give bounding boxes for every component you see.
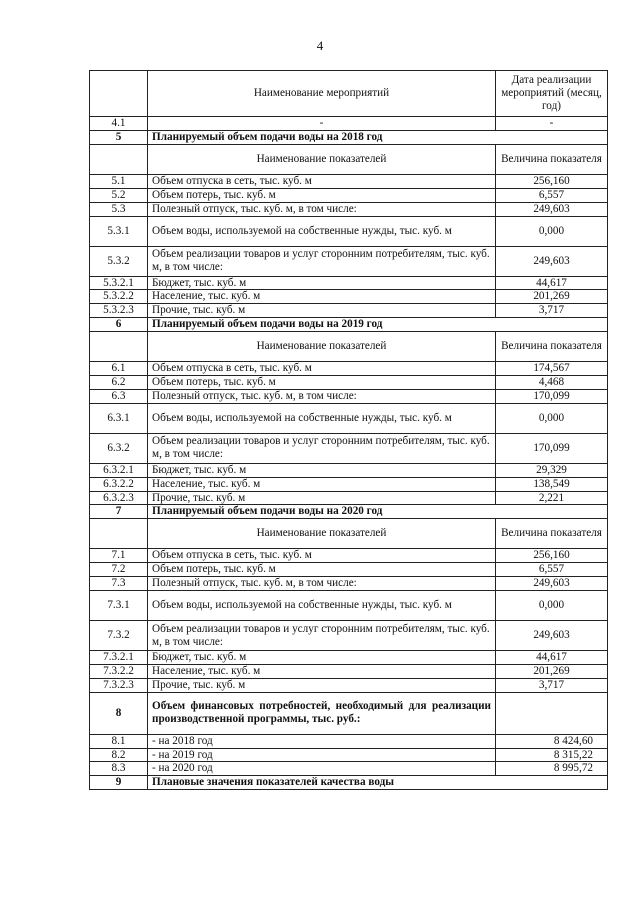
row-number: 7.2 xyxy=(90,563,148,577)
table-row xyxy=(90,491,608,505)
table-row xyxy=(90,188,608,202)
row-value: 256,160 xyxy=(496,174,608,188)
subheader-name: Наименование показателей xyxy=(148,519,496,549)
row-name: Объем реализации товаров и услуг сторонним потребителям, тыс. куб. м, в том числе: xyxy=(148,621,496,651)
row-value: 174,567 xyxy=(496,362,608,376)
row-number: 7.3.1 xyxy=(90,591,148,621)
row-number: 6.2 xyxy=(90,376,148,390)
subheader-row xyxy=(90,519,608,549)
row-number: 7.1 xyxy=(90,549,148,563)
row-name: Объем потерь, тыс. куб. м xyxy=(148,563,496,577)
table-row xyxy=(90,734,608,748)
table-row xyxy=(90,216,608,246)
row-name: Полезный отпуск, тыс. куб. м, в том числе: xyxy=(148,577,496,591)
row-value: 201,269 xyxy=(496,664,608,678)
table-row xyxy=(90,202,608,216)
row-value: 170,099 xyxy=(496,389,608,403)
section-5 xyxy=(90,130,608,317)
table-row xyxy=(90,762,608,776)
row-number: 8.1 xyxy=(90,734,148,748)
row-value: 4,468 xyxy=(496,376,608,390)
row-value: 0,000 xyxy=(496,403,608,433)
section-title: Планируемый объем подачи воды на 2020 год xyxy=(148,505,608,519)
section-title-row xyxy=(90,776,608,790)
row-name: Население, тыс. куб. м xyxy=(148,477,496,491)
section-7 xyxy=(90,505,608,692)
row-name: Полезный отпуск, тыс. куб. м, в том числе: xyxy=(148,389,496,403)
subheader-value: Величина показателя xyxy=(496,332,608,362)
table-row xyxy=(90,651,608,665)
row-name: Объем потерь, тыс. куб. м xyxy=(148,376,496,390)
row-value: 249,603 xyxy=(496,246,608,276)
row-name: Прочие, тыс. куб. м xyxy=(148,304,496,318)
row-value: 44,617 xyxy=(496,651,608,665)
row-number: 7.3.2.3 xyxy=(90,678,148,692)
table-row xyxy=(90,563,608,577)
table-row xyxy=(90,433,608,463)
section-number: 6 xyxy=(90,318,148,332)
table-row xyxy=(90,290,608,304)
section-title: Объем финансовых потребностей, необходимый для реализации производственной программы, тыс. руб.: xyxy=(148,692,496,734)
row-number: 7.3 xyxy=(90,577,148,591)
row-value: 6,557 xyxy=(496,188,608,202)
header-date-cell: Дата реализации мероприятий (месяц, год) xyxy=(496,71,608,117)
subheader-row xyxy=(90,332,608,362)
subheader-num-cell xyxy=(90,519,148,549)
section-title: Планируемый объем подачи воды на 2018 год xyxy=(148,130,608,144)
row-number: 8.2 xyxy=(90,748,148,762)
row-name: Объем воды, используемой на собственные нужды, тыс. куб. м xyxy=(148,403,496,433)
row-number: 5.1 xyxy=(90,174,148,188)
row-number: 6.3.2.3 xyxy=(90,491,148,505)
row-value: 138,549 xyxy=(496,477,608,491)
header-num-cell xyxy=(90,71,148,117)
row-name: - на 2020 год xyxy=(148,762,496,776)
table-row xyxy=(90,477,608,491)
row-name: Объем отпуска в сеть, тыс. куб. м xyxy=(148,174,496,188)
row-name: Полезный отпуск, тыс. куб. м, в том числе: xyxy=(148,202,496,216)
section-title-row xyxy=(90,318,608,332)
section-number: 9 xyxy=(90,776,148,790)
section-8 xyxy=(90,692,608,776)
row-number: 5.3.2.3 xyxy=(90,304,148,318)
table-row xyxy=(90,678,608,692)
subheader-value: Величина показателя xyxy=(496,144,608,174)
subheader-row xyxy=(90,144,608,174)
section-6 xyxy=(90,318,608,505)
row-number: 6.3.2 xyxy=(90,433,148,463)
section-title: Плановые значения показателей качества воды xyxy=(148,776,608,790)
subheader-value: Величина показателя xyxy=(496,519,608,549)
table-header-row xyxy=(90,71,608,117)
row-name: - на 2018 год xyxy=(148,734,496,748)
row-value: 8 424,60 xyxy=(496,734,608,748)
row-value: 3,717 xyxy=(496,304,608,318)
section-9 xyxy=(90,776,608,790)
subheader-num-cell xyxy=(90,332,148,362)
row-value: 256,160 xyxy=(496,549,608,563)
row-name: - xyxy=(148,117,496,131)
row-name: Объем воды, используемой на собственные нужды, тыс. куб. м xyxy=(148,591,496,621)
table-row xyxy=(90,117,608,131)
row-number: 5.3 xyxy=(90,202,148,216)
section-title-row xyxy=(90,692,608,734)
section-number: 8 xyxy=(90,692,148,734)
table-row xyxy=(90,664,608,678)
row-name: Прочие, тыс. куб. м xyxy=(148,491,496,505)
section-empty-cell xyxy=(496,692,608,734)
table-row xyxy=(90,621,608,651)
row-name: - на 2019 год xyxy=(148,748,496,762)
table-row xyxy=(90,549,608,563)
row-name: Объем реализации товаров и услуг сторонним потребителям, тыс. куб. м, в том числе: xyxy=(148,246,496,276)
row-name: Объем потерь, тыс. куб. м xyxy=(148,188,496,202)
row-name: Бюджет, тыс. куб. м xyxy=(148,463,496,477)
table-row xyxy=(90,748,608,762)
row-name: Население, тыс. куб. м xyxy=(148,290,496,304)
row-value: 44,617 xyxy=(496,276,608,290)
row-name: Прочие, тыс. куб. м xyxy=(148,678,496,692)
row-value: 0,000 xyxy=(496,216,608,246)
row-value: 8 315,22 xyxy=(496,748,608,762)
row-number: 4.1 xyxy=(90,117,148,131)
row-date: - xyxy=(496,117,608,131)
row-number: 5.3.1 xyxy=(90,216,148,246)
row-number: 8.3 xyxy=(90,762,148,776)
row-number: 6.3.2.1 xyxy=(90,463,148,477)
row-value: 2,221 xyxy=(496,491,608,505)
table-row xyxy=(90,362,608,376)
row-value: 0,000 xyxy=(496,591,608,621)
row-value: 201,269 xyxy=(496,290,608,304)
section-number: 5 xyxy=(90,130,148,144)
table-row xyxy=(90,389,608,403)
header-name-cell: Наименование мероприятий xyxy=(148,71,496,117)
row-number: 6.3.1 xyxy=(90,403,148,433)
row-name: Объем отпуска в сеть, тыс. куб. м xyxy=(148,362,496,376)
row-value: 249,603 xyxy=(496,621,608,651)
table-row xyxy=(90,463,608,477)
row-number: 5.2 xyxy=(90,188,148,202)
row-name: Население, тыс. куб. м xyxy=(148,664,496,678)
section-title-row xyxy=(90,130,608,144)
row-name: Бюджет, тыс. куб. м xyxy=(148,651,496,665)
row-number: 6.3 xyxy=(90,389,148,403)
section-number: 7 xyxy=(90,505,148,519)
row-number: 7.3.2.2 xyxy=(90,664,148,678)
table-row xyxy=(90,577,608,591)
table-row xyxy=(90,246,608,276)
table-row xyxy=(90,304,608,318)
row-value: 170,099 xyxy=(496,433,608,463)
row-value: 3,717 xyxy=(496,678,608,692)
section-title-row xyxy=(90,505,608,519)
table-row xyxy=(90,376,608,390)
row-number: 6.1 xyxy=(90,362,148,376)
row-name: Объем воды, используемой на собственные нужды, тыс. куб. м xyxy=(148,216,496,246)
section-title: Планируемый объем подачи воды на 2019 год xyxy=(148,318,608,332)
row-name: Объем отпуска в сеть, тыс. куб. м xyxy=(148,549,496,563)
row-number: 7.3.2 xyxy=(90,621,148,651)
table-row xyxy=(90,591,608,621)
subheader-name: Наименование показателей xyxy=(148,144,496,174)
page-number: 4 xyxy=(316,38,324,53)
row-number: 7.3.2.1 xyxy=(90,651,148,665)
row-number: 5.3.2.2 xyxy=(90,290,148,304)
row-name: Объем реализации товаров и услуг сторонним потребителям, тыс. куб. м, в том числе: xyxy=(148,433,496,463)
table-row xyxy=(90,276,608,290)
row-number: 6.3.2.2 xyxy=(90,477,148,491)
subheader-name: Наименование показателей xyxy=(148,332,496,362)
row-number: 5.3.2 xyxy=(90,246,148,276)
table-row xyxy=(90,174,608,188)
production-program-table xyxy=(89,70,608,790)
row-name: Бюджет, тыс. куб. м xyxy=(148,276,496,290)
row-value: 29,329 xyxy=(496,463,608,477)
row-value: 6,557 xyxy=(496,563,608,577)
row-value: 249,603 xyxy=(496,202,608,216)
row-number: 5.3.2.1 xyxy=(90,276,148,290)
subheader-num-cell xyxy=(90,144,148,174)
row-value: 8 995,72 xyxy=(496,762,608,776)
row-value: 249,603 xyxy=(496,577,608,591)
table-row xyxy=(90,403,608,433)
